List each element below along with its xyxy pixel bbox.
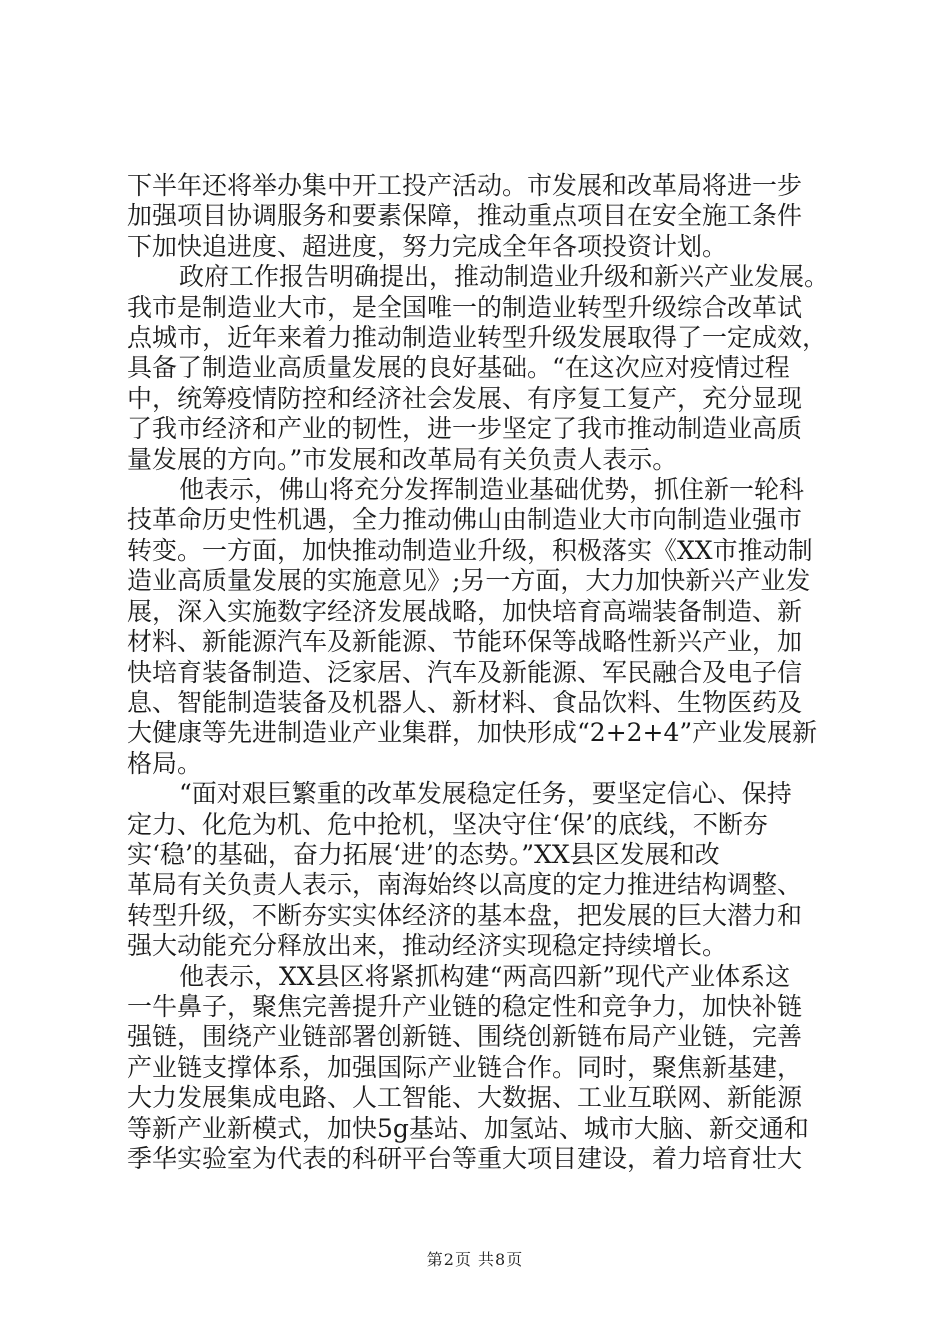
text-line: 一牛鼻子，聚焦完善提升产业链的稳定性和竞争力，加快补链 bbox=[127, 991, 803, 1021]
page-number: 第2页 共8页 bbox=[426, 1250, 524, 1269]
text-line: “面对艰巨繁重的改革发展稳定任务，要坚定信心、保持 bbox=[179, 779, 792, 809]
text-line: 息、智能制造装备及机器人、新材料、食品饮料、生物医药及 bbox=[127, 687, 803, 717]
text-line: 技革命历史性机遇，全力推动佛山由制造业大市向制造业强市 bbox=[127, 505, 803, 535]
text-line: 中，统筹疫情防控和经济社会发展、有序复工复产，充分显现 bbox=[127, 383, 803, 413]
text-line: 产业链支撑体系，加强国际产业链合作。同时，聚焦新基建， bbox=[127, 1052, 803, 1082]
text-line: 政府工作报告明确提出，推动制造业升级和新兴产业发展。 bbox=[179, 262, 830, 292]
text-line: 具备了制造业高质量发展的良好基础。“在这次应对疫情过程 bbox=[127, 353, 790, 383]
text-line: 他表示，XX县区将紧抓构建“两高四新”现代产业体系这 bbox=[179, 961, 791, 991]
text-line: 快培育装备制造、泛家居、汽车及新能源、军民融合及电子信 bbox=[127, 657, 803, 687]
text-line: 下加快追进度、超进度，努力完成全年各项投资计划。 bbox=[127, 231, 728, 261]
text-line: 转型升级，不断夯实实体经济的基本盘，把发展的巨大潜力和 bbox=[127, 900, 803, 930]
text-line: 转变。一方面，加快推动制造业升级，积极落实《XX市推动制 bbox=[127, 535, 813, 565]
text-line: 等新产业新模式，加快5g基站、加氢站、城市大脑、新交通和 bbox=[127, 1113, 809, 1143]
text-line: 格局。 bbox=[127, 748, 203, 778]
text-line: 材料、新能源汽车及新能源、节能环保等战略性新兴产业，加 bbox=[127, 627, 803, 657]
paragraph bbox=[127, 171, 847, 262]
text-line: 季华实验室为代表的科研平台等重大项目建设，着力培育壮大 bbox=[127, 1144, 803, 1173]
text-line: 加强项目协调服务和要素保障，推动重点项目在安全施工条件 bbox=[127, 201, 803, 231]
text-line: 造业高质量发展的实施意见》;另一方面，大力加快新兴产业发 bbox=[127, 566, 811, 596]
text-line: 他表示，佛山将充分发挥制造业基础优势，抓住新一轮科 bbox=[179, 475, 805, 505]
text-line: 了我市经济和产业的韧性，进一步坚定了我市推动制造业高质 bbox=[127, 414, 803, 444]
text-line: 大健康等先进制造业产业集群，加快形成“2+2+4”产业发展新 bbox=[127, 718, 818, 748]
text-line: 量发展的方向。”市发展和改革局有关负责人表示。 bbox=[127, 444, 678, 474]
paragraph bbox=[127, 779, 847, 961]
text-line: 强大动能充分释放出来，推动经济实现稳定持续增长。 bbox=[127, 931, 728, 961]
text-line: 下半年还将举办集中开工投产活动。市发展和改革局将进一步 bbox=[127, 171, 803, 200]
text-line: 我市是制造业大市，是全国唯一的制造业转型升级综合改革试 bbox=[127, 292, 803, 322]
text-line: 定力、化危为机、危中抢机，坚决守住‘保’的底线，不断夯 bbox=[127, 809, 768, 839]
paragraph bbox=[127, 475, 847, 779]
text-line: 展，深入实施数字经济发展战略，加快培育高端装备制造、新 bbox=[127, 596, 803, 626]
paragraph bbox=[127, 962, 847, 1175]
text-line: 实‘稳’的基础，奋力拓展‘进’的态势。”XX县区发展和改 bbox=[127, 839, 720, 869]
text-line: 强链，围绕产业链部署创新链、围绕创新链布局产业链，完善 bbox=[127, 1022, 803, 1052]
text-line: 革局有关负责人表示，南海始终以高度的定力推进结构调整、 bbox=[127, 870, 803, 900]
document-body bbox=[127, 171, 847, 1174]
text-line: 大力发展集成电路、人工智能、大数据、工业互联网、新能源 bbox=[127, 1083, 803, 1113]
text-line: 点城市，近年来着力推动制造业转型升级发展取得了一定成效， bbox=[127, 323, 828, 353]
paragraph bbox=[127, 262, 847, 475]
